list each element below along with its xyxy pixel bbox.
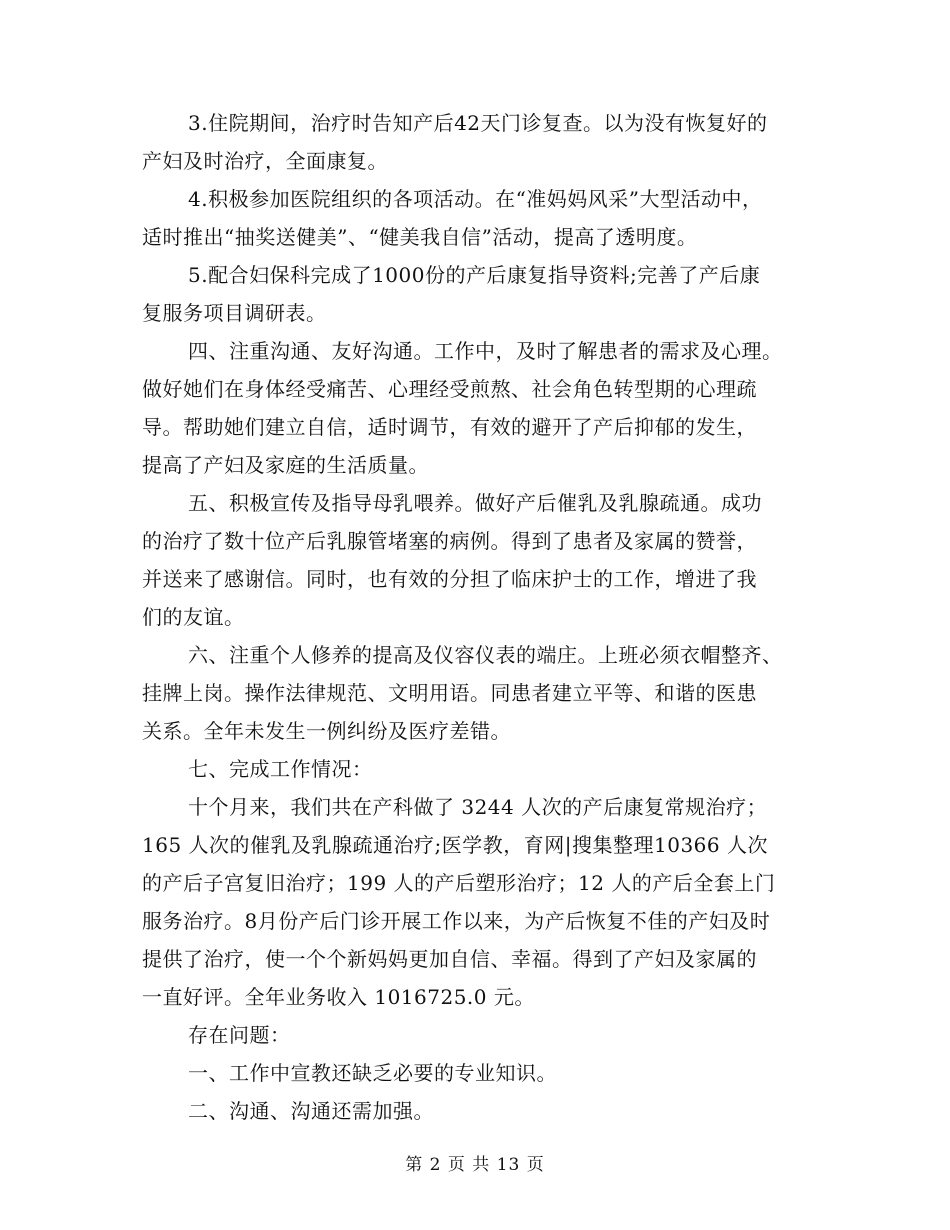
text-line: 5.配合妇保科完成了1000份的产后康复指导资料;完善了产后康 [188,263,761,287]
text-line: 导。帮助她们建立自信，适时调节，有效的避开了产后抑郁的发生， [142,415,757,439]
text-line: 一直好评。全年业务收入 1016725.0 元。 [142,985,535,1009]
text-line: 关系。全年未发生一例纠纷及医疗差错。 [142,719,511,743]
text-line: 提高了产妇及家庭的生活质量。 [142,453,429,477]
text-line: 五、积极宣传及指导母乳喂养。做好产后催乳及乳腺疏通。成功 [188,491,762,515]
text-line: 一、工作中宣教还缺乏必要的专业知识。 [188,1061,557,1085]
text-line: 复服务项目调研表。 [142,301,327,325]
text-line: 六、注重个人修养的提高及仪容仪表的端庄。上班必须衣帽整齐、 [188,643,783,667]
text-line: 适时推出“抽奖送健美”、“健美我自信”活动，提高了透明度。 [142,225,698,249]
text-line: 3.住院期间，治疗时告知产后42天门诊复查。以为没有恢复好的 [188,111,768,135]
text-line: 十个月来，我们共在产科做了 3244 人次的产后康复常规治疗； [188,795,768,819]
text-line: 存在问题： [188,1023,291,1047]
text-line: 产妇及时治疗，全面康复。 [142,149,388,173]
text-line: 165 人次的催乳及乳腺疏通治疗;医学教，育网|搜集整理10366 人次 [142,833,768,857]
text-line: 做好她们在身体经受痛苦、心理经受煎熬、社会角色转型期的心理疏 [142,377,757,401]
text-line: 4.积极参加医院组织的各项活动。在“准妈妈风采”大型活动中， [188,187,763,211]
text-line: 的产后子宫复旧治疗；199 人的产后塑形治疗；12 人的产后全套上门 [142,871,776,895]
text-line: 的治疗了数十位产后乳腺管堵塞的病例。得到了患者及家属的赞誉， [142,529,757,553]
page-number-footer: 第 2 页 共 13 页 [405,1155,545,1175]
text-line: 服务治疗。8月份产后门诊开展工作以来，为产后恢复不佳的产妇及时 [142,909,771,933]
text-line: 四、注重沟通、友好沟通。工作中，及时了解患者的需求及心理。 [188,339,783,363]
text-line: 们的友谊。 [142,605,245,629]
text-line: 提供了治疗，使一个个新妈妈更加自信、幸福。得到了产妇及家属的 [142,947,757,971]
text-line: 二、沟通、沟通还需加强。 [188,1099,434,1123]
text-line: 并送来了感谢信。同时，也有效的分担了临床护士的工作，增进了我 [142,567,757,591]
text-line: 七、完成工作情况： [188,757,373,781]
text-line: 挂牌上岗。操作法律规范、文明用语。同患者建立平等、和谐的医患 [142,681,757,705]
